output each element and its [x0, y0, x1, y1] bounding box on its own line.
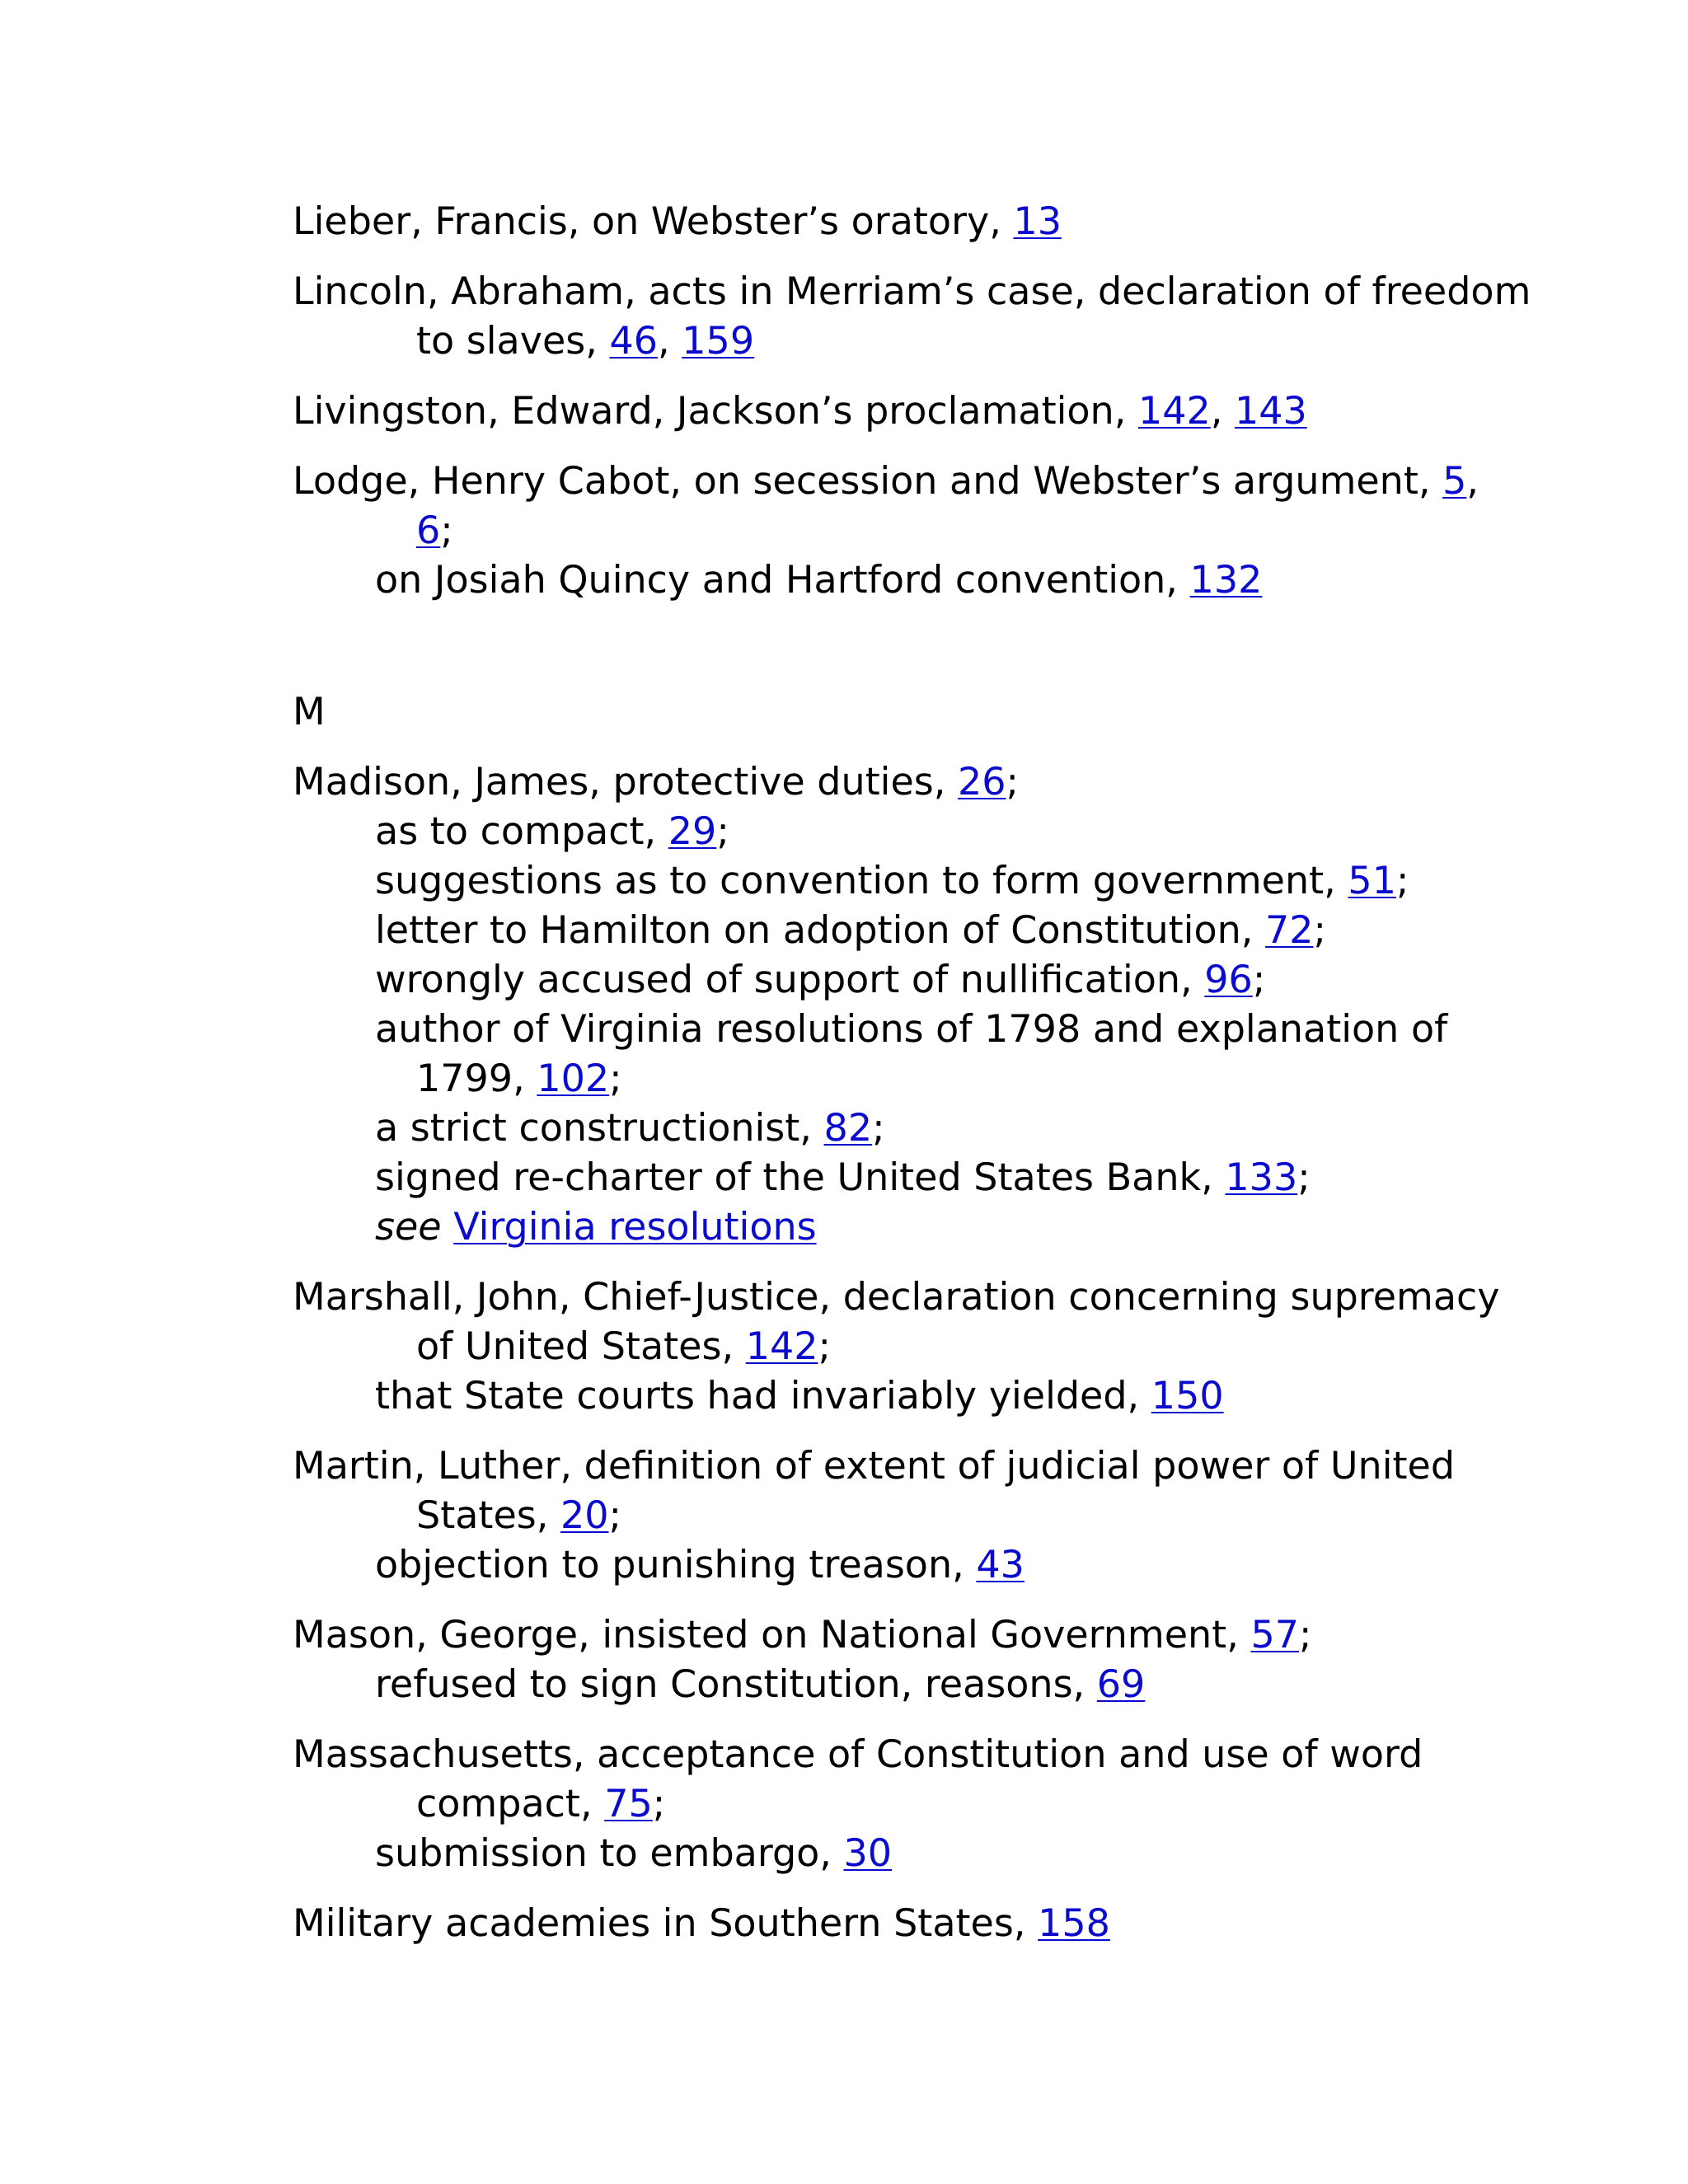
entry-text: author of Virginia resolutions of 1798 and explanation of — [375, 1006, 1448, 1051]
page-link[interactable]: 72 — [1265, 907, 1314, 952]
entry-text: States, — [416, 1493, 560, 1537]
letter-heading: M — [293, 689, 326, 733]
entry-text: ; — [1297, 1155, 1311, 1199]
entry-text: ; — [652, 1781, 666, 1825]
entry-text: Madison, James, protective duties, — [293, 759, 958, 804]
page-link[interactable]: 102 — [537, 1056, 610, 1100]
index-section-l — [293, 196, 1611, 604]
entry-text: ; — [440, 508, 453, 552]
entry-text: ; — [1299, 1612, 1312, 1657]
entry-text: refused to sign Constitution, reasons, — [375, 1661, 1097, 1706]
page-link[interactable]: 96 — [1204, 957, 1253, 1001]
entry-text: Lieber, Francis, on Webster’s oratory, — [293, 199, 1014, 243]
page-link[interactable]: 159 — [682, 318, 755, 363]
index-line — [293, 905, 1611, 954]
entry-text: ; — [872, 1105, 885, 1150]
index-line — [293, 1610, 1611, 1659]
entry-text: that State courts had invariably yielded, — [375, 1373, 1151, 1418]
entry-text: compact, — [416, 1781, 605, 1825]
page-link[interactable]: 20 — [560, 1493, 609, 1537]
page-link[interactable]: 30 — [843, 1830, 893, 1875]
page-link[interactable]: 43 — [976, 1542, 1025, 1586]
entry-text: Lincoln, Abraham, acts in Merriam’s case, declaration of freedom — [293, 269, 1531, 313]
entry-text: ; — [1313, 907, 1327, 952]
index-entry — [293, 386, 1611, 435]
page-link[interactable]: 5 — [1442, 458, 1467, 503]
entry-text: a strict constructionist, — [375, 1105, 824, 1150]
index-page — [293, 196, 1611, 1968]
entry-text: ; — [1252, 957, 1266, 1001]
entry-text: ; — [716, 808, 729, 853]
page-link[interactable]: 6 — [416, 508, 441, 552]
page-link[interactable]: 26 — [957, 759, 1006, 804]
entry-text: to slaves, — [416, 318, 610, 363]
entry-text: objection to punishing treason, — [375, 1542, 977, 1586]
entry-text: , — [658, 318, 682, 363]
index-line — [293, 1152, 1611, 1202]
page-link[interactable]: 29 — [668, 808, 717, 853]
index-line — [293, 1729, 1611, 1779]
index-section-m — [293, 757, 1611, 1947]
index-line — [293, 505, 1611, 555]
page-link[interactable]: 82 — [823, 1105, 873, 1150]
index-line — [293, 1371, 1611, 1420]
page-link[interactable]: 142 — [745, 1324, 818, 1368]
entry-text: ; — [609, 1056, 622, 1100]
index-line — [293, 1540, 1611, 1589]
index-entry — [293, 196, 1611, 246]
page-link[interactable]: 69 — [1096, 1661, 1146, 1706]
page-link[interactable]: 51 — [1348, 858, 1396, 902]
index-line — [293, 386, 1611, 435]
page-link[interactable]: 57 — [1250, 1612, 1300, 1657]
entry-text: 1799, — [416, 1056, 537, 1100]
entry-text: suggestions as to convention to form government, — [375, 858, 1348, 902]
entry-text: Military academies in Southern States, — [293, 1900, 1039, 1945]
index-line — [293, 1441, 1611, 1490]
entry-text: signed re-charter of the United States Bank, — [375, 1155, 1226, 1199]
entry-text: ; — [608, 1493, 622, 1537]
page-link[interactable]: 142 — [1137, 388, 1211, 433]
index-entry — [293, 456, 1611, 604]
see-label: see — [375, 1204, 442, 1249]
page-link[interactable]: 13 — [1013, 199, 1062, 243]
page-link[interactable]: 133 — [1225, 1155, 1298, 1199]
entry-text: ; — [1006, 759, 1020, 804]
index-line — [293, 1828, 1611, 1877]
index-line — [293, 555, 1611, 604]
entry-text: ; — [818, 1324, 832, 1368]
index-line — [293, 196, 1611, 246]
index-entry — [293, 1272, 1611, 1420]
entry-text: as to compact, — [375, 808, 668, 853]
entry-text: wrongly accused of support of nullification, — [375, 957, 1205, 1001]
page-link[interactable]: 46 — [609, 318, 659, 363]
index-entry — [293, 266, 1611, 365]
index-line — [293, 757, 1611, 806]
index-line — [293, 1321, 1611, 1371]
index-line — [293, 1659, 1611, 1708]
entry-text: of United States, — [416, 1324, 746, 1368]
index-line — [293, 855, 1611, 905]
page-link[interactable]: 158 — [1038, 1900, 1110, 1945]
entry-text: Martin, Luther, definition of extent of judicial power of United — [293, 1443, 1456, 1488]
index-line — [293, 316, 1611, 365]
page-link[interactable]: 150 — [1151, 1373, 1224, 1418]
page-link[interactable]: 75 — [604, 1781, 653, 1825]
entry-text: Lodge, Henry Cabot, on secession and Webster’s argument, — [293, 458, 1443, 503]
index-line — [293, 456, 1611, 505]
index-line — [293, 806, 1611, 855]
index-line — [293, 954, 1611, 1004]
index-entry — [293, 1610, 1611, 1708]
index-line — [293, 1490, 1611, 1540]
entry-text: Livingston, Edward, Jackson’s proclamation, — [293, 388, 1138, 433]
entry-text: submission to embargo, — [375, 1830, 844, 1875]
index-line — [293, 1103, 1611, 1152]
index-line — [293, 1779, 1611, 1828]
entry-text: on Josiah Quincy and Hartford convention, — [375, 557, 1190, 602]
entry-text: Massachusetts, acceptance of Constitution and use of word — [293, 1732, 1423, 1776]
entry-text: letter to Hamilton on adoption of Constitution, — [375, 907, 1265, 952]
page-link[interactable]: 143 — [1235, 388, 1307, 433]
entry-text: , — [1210, 388, 1236, 433]
page-link[interactable]: Virginia resolutions — [453, 1204, 817, 1249]
index-line — [293, 1272, 1611, 1321]
index-line — [293, 1202, 1611, 1251]
index-entry — [293, 1441, 1611, 1589]
entry-text: ; — [1395, 858, 1409, 902]
index-line — [293, 1004, 1611, 1053]
page-link[interactable]: 132 — [1189, 557, 1263, 602]
entry-text: Mason, George, insisted on National Government, — [293, 1612, 1251, 1657]
index-line — [293, 1898, 1611, 1947]
index-entry — [293, 1898, 1611, 1947]
index-line — [293, 1053, 1611, 1103]
index-line — [293, 266, 1611, 316]
entry-text: , — [1466, 458, 1479, 503]
entry-text: Marshall, John, Chief-Justice, declaration concerning supremacy — [293, 1274, 1500, 1319]
index-entry — [293, 757, 1611, 1251]
index-entry — [293, 1729, 1611, 1877]
entry-text — [442, 1204, 454, 1249]
